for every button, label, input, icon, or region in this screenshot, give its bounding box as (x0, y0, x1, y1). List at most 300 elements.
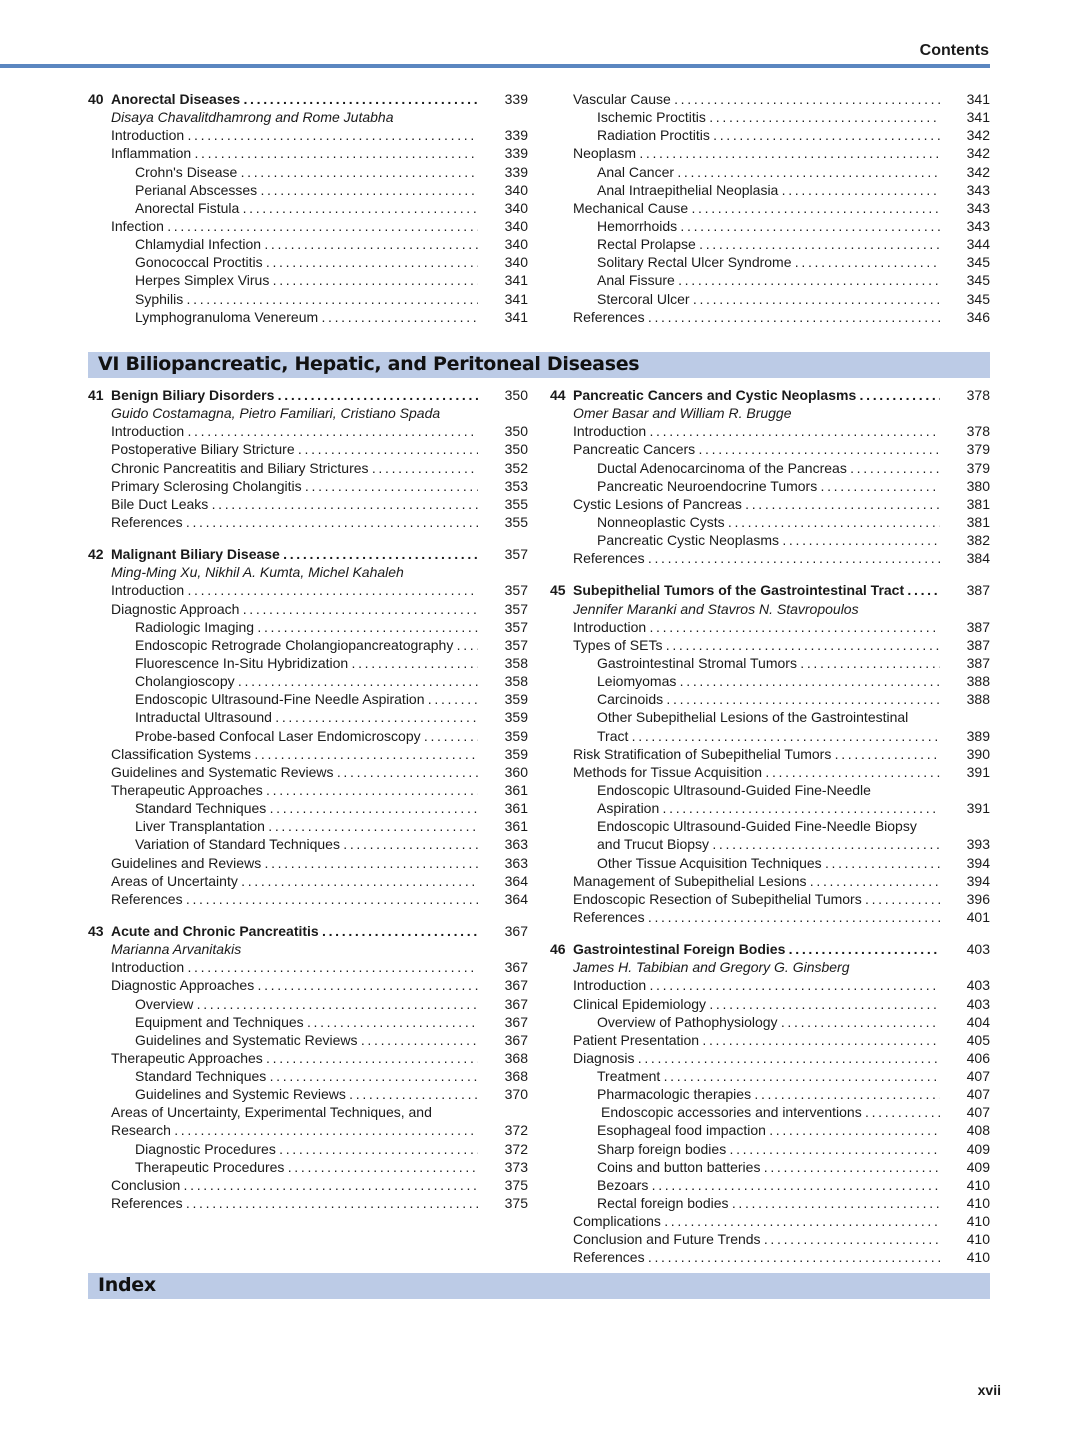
toc-entry (550, 1212, 990, 1230)
toc-entry (550, 90, 990, 108)
toc-entry (550, 308, 990, 326)
page-number-ref: 373 (504, 1158, 528, 1175)
toc-column-left-top (88, 90, 528, 326)
entry-title: Clinical Epidemiology . . . (573, 995, 940, 1013)
page-number-ref: 378 (966, 387, 990, 403)
author-names: Guido Costamagna, Pietro Familiari, Cristiano Spada (111, 405, 441, 422)
toc-author-line (88, 940, 528, 958)
author-names: Ming-Ming Xu, Nikhil A. Kumta, Michel Kahaleh (111, 564, 404, 581)
entry-title: and Trucut Biopsy . . . (597, 835, 940, 853)
page-number-ref: 389 (966, 727, 990, 744)
toc-entry (550, 1085, 990, 1103)
page-number-ref: 390 (966, 745, 990, 762)
entry-title: Management of Subepithelial Lesions . . . (573, 872, 940, 890)
spacer (550, 926, 990, 940)
toc-entry (550, 781, 990, 799)
entry-title: Introduction . . . (111, 422, 478, 440)
toc-entry (88, 1158, 528, 1176)
toc-entry (550, 745, 990, 763)
entry-title: Syphilis . . . (135, 290, 478, 308)
entry-title: Gastrointestinal Stromal Tumors . . . (597, 654, 940, 672)
toc-entry (88, 459, 528, 477)
entry-title: Endoscopic Ultrasound-Guided Fine-Needle Biopsy (597, 818, 917, 835)
page-number-ref: 379 (966, 459, 990, 476)
toc-entry (550, 459, 990, 477)
entry-title: Complications . . . (573, 1212, 940, 1230)
entry-title: Radiation Proctitis . . . (597, 126, 940, 144)
page-number-ref: 393 (966, 836, 990, 853)
entry-title: Probe-based Confocal Laser Endomicroscopy . . . (135, 727, 478, 745)
entry-title: Postoperative Biliary Stricture . . . (111, 440, 478, 458)
toc-entry (88, 690, 528, 708)
entry-title: Mechanical Cause . . . (573, 199, 940, 217)
toc-entry (550, 217, 990, 235)
toc-entry (88, 308, 528, 326)
entry-title: Diagnostic Approach . . . (111, 600, 478, 618)
page-number-ref: 368 (504, 1068, 528, 1085)
page-number-ref: 367 (504, 977, 528, 994)
page-number-ref: 381 (966, 513, 990, 530)
page-number: xvii (977, 1382, 1001, 1398)
entry-title: Radiologic Imaging . . . (135, 618, 478, 636)
toc-entry (88, 217, 528, 235)
page-number-ref: 375 (504, 1176, 528, 1193)
entry-title: Therapeutic Procedures . . . (135, 1158, 478, 1176)
toc-column-right-top (550, 90, 990, 326)
entry-title: Ductal Adenocarcinoma of the Pancreas . . . (597, 459, 940, 477)
page-number-ref: 361 (504, 800, 528, 817)
chapter-number: 44 (550, 387, 566, 403)
toc-entry (550, 1194, 990, 1212)
page-number-ref: 353 (504, 477, 528, 494)
entry-title: Inflammation . . . (111, 144, 478, 162)
entry-title: Standard Techniques . . . (135, 799, 478, 817)
toc-entry (550, 440, 990, 458)
page-number-ref: 339 (504, 91, 528, 107)
entry-title: Chlamydial Infection . . . (135, 235, 478, 253)
page-number-ref: 345 (966, 290, 990, 307)
page-number-ref: 355 (504, 513, 528, 530)
entry-title: Rectal foreign bodies . . . (597, 1194, 940, 1212)
page-number-ref: 367 (504, 922, 528, 939)
page-number-ref: 406 (966, 1049, 990, 1066)
entry-title: Nonneoplastic Cysts . . . (597, 513, 940, 531)
toc-entry (88, 199, 528, 217)
page-number-ref: 394 (966, 872, 990, 889)
entry-title: Gastrointestinal Foreign Bodies . . . (573, 940, 940, 958)
spacer (550, 567, 990, 581)
toc-entry (550, 1230, 990, 1248)
toc-entry (550, 618, 990, 636)
toc-entry (88, 835, 528, 853)
toc-entry (550, 549, 990, 567)
page-number-ref: 372 (504, 1122, 528, 1139)
toc-entry (550, 271, 990, 289)
toc-entry (550, 144, 990, 162)
entry-title: Stercoral Ulcer . . . (597, 290, 940, 308)
page-number-ref: 345 (966, 272, 990, 289)
page-number-ref: 387 (966, 636, 990, 653)
entry-title: Vascular Cause . . . (573, 90, 940, 108)
entry-title: Guidelines and Systemic Reviews . . . (135, 1085, 478, 1103)
entry-title: Guidelines and Reviews . . . (111, 854, 478, 872)
toc-entry (88, 290, 528, 308)
entry-title: Pancreatic Cancers . . . (573, 440, 940, 458)
toc-entry (88, 144, 528, 162)
page-number-ref: 403 (966, 995, 990, 1012)
page-number-ref: 339 (504, 163, 528, 180)
entry-title: Research . . . (111, 1121, 478, 1139)
section-bar-index (88, 1273, 990, 1299)
toc-chapter-entry (88, 90, 528, 108)
entry-title: References . . . (573, 308, 940, 326)
entry-title: Treatment . . . (597, 1067, 940, 1085)
toc-entry (550, 513, 990, 531)
toc-entry (88, 872, 528, 890)
page-number-ref: 410 (966, 1195, 990, 1212)
entry-title: Subepithelial Tumors of the Gastrointestinal Tract . . . (573, 581, 940, 599)
toc-entry (550, 763, 990, 781)
toc-entry (550, 199, 990, 217)
toc-entry (550, 872, 990, 890)
page-number-ref: 387 (966, 618, 990, 635)
entry-title: Variation of Standard Techniques . . . (135, 835, 478, 853)
entry-title: References . . . (111, 513, 478, 531)
entry-title: Overview . . . (135, 995, 478, 1013)
toc-column-left-bottom (88, 386, 528, 1212)
entry-title: Anorectal Fistula . . . (135, 199, 478, 217)
page-number-ref: 359 (504, 745, 528, 762)
toc-entry (88, 126, 528, 144)
page-number-ref: 363 (504, 854, 528, 871)
entry-title: Neoplasm . . . (573, 144, 940, 162)
entry-title: Introduction . . . (111, 958, 478, 976)
entry-title: Diagnosis . . . (573, 1049, 940, 1067)
page-number-ref: 341 (504, 272, 528, 289)
running-head: Contents (919, 42, 989, 59)
page-number-ref: 342 (966, 163, 990, 180)
page-number-ref: 404 (966, 1013, 990, 1030)
toc-entry (88, 513, 528, 531)
entry-title: Hemorrhoids . . . (597, 217, 940, 235)
page-number-ref: 340 (504, 181, 528, 198)
entry-title: Introduction . . . (573, 618, 940, 636)
entry-title: Crohn's Disease . . . (135, 163, 478, 181)
page-number-ref: 343 (966, 181, 990, 198)
entry-title: Equipment and Techniques . . . (135, 1013, 478, 1031)
page-number-ref: 358 (504, 654, 528, 671)
toc-entry (88, 636, 528, 654)
toc-chapter-entry (550, 581, 990, 599)
toc-entry (88, 1121, 528, 1139)
page-number-ref: 378 (966, 423, 990, 440)
toc-entry (550, 1049, 990, 1067)
toc-entry (88, 477, 528, 495)
section-title: Index (98, 1274, 156, 1296)
page-number-ref: 358 (504, 673, 528, 690)
page-number-ref: 409 (966, 1158, 990, 1175)
page-number-ref: 387 (966, 582, 990, 599)
toc-entry (88, 781, 528, 799)
page-number-ref: 409 (966, 1140, 990, 1157)
entry-title: Pharmacologic therapies . . . (597, 1085, 940, 1103)
entry-title: Lymphogranuloma Venereum . . . (135, 308, 478, 326)
entry-title: Leiomyomas . . . (597, 672, 940, 690)
toc-entry (550, 126, 990, 144)
page-number-ref: 359 (504, 691, 528, 708)
entry-title: Fluorescence In-Situ Hybridization . . . (135, 654, 478, 672)
entry-title: Malignant Biliary Disease . . . (111, 545, 478, 563)
entry-title: Aspiration . . . (597, 799, 940, 817)
toc-entry (88, 422, 528, 440)
toc-entry (550, 163, 990, 181)
toc-entry (550, 1121, 990, 1139)
page-number-ref: 364 (504, 872, 528, 889)
page-number-ref: 367 (504, 1013, 528, 1030)
header-rule (0, 64, 990, 68)
page-number-ref: 357 (504, 582, 528, 599)
entry-title: Patient Presentation . . . (573, 1031, 940, 1049)
toc-entry (88, 958, 528, 976)
toc-entry (88, 799, 528, 817)
toc-entry (550, 708, 990, 726)
entry-title: Liver Transplantation . . . (135, 817, 478, 835)
page-number-ref: 384 (966, 550, 990, 567)
page-number-ref: 388 (966, 673, 990, 690)
entry-title: Risk Stratification of Subepithelial Tumors . . . (573, 745, 940, 763)
page-number-ref: 410 (966, 1213, 990, 1230)
page-number-ref: 405 (966, 1031, 990, 1048)
toc-entry (88, 600, 528, 618)
toc-chapter-entry (550, 386, 990, 404)
toc-chapter-entry (88, 386, 528, 404)
toc-entry (550, 422, 990, 440)
toc-entry (88, 1194, 528, 1212)
toc-column-right-bottom (550, 386, 990, 1267)
toc-entry (550, 1013, 990, 1031)
entry-title: Pancreatic Cancers and Cystic Neoplasms . . . (573, 386, 940, 404)
toc-entry (88, 1013, 528, 1031)
toc-entry (88, 995, 528, 1013)
page-number-ref: 360 (504, 763, 528, 780)
page-number-ref: 403 (966, 941, 990, 958)
toc-entry (550, 235, 990, 253)
entry-title: Cystic Lesions of Pancreas . . . (573, 495, 940, 513)
toc-entry (550, 477, 990, 495)
toc-entry (88, 745, 528, 763)
page-number-ref: 343 (966, 217, 990, 234)
entry-title: Introduction . . . (573, 976, 940, 994)
page-number-ref: 343 (966, 199, 990, 216)
toc-entry (550, 1248, 990, 1266)
chapter-number: 45 (550, 582, 566, 599)
entry-title: Therapeutic Approaches . . . (111, 781, 478, 799)
author-names: Disaya Chavalitdhamrong and Rome Jutabha (111, 109, 394, 126)
page-number-ref: 350 (504, 423, 528, 440)
entry-title: Esophageal food impaction . . . (597, 1121, 940, 1139)
entry-title: Perianal Abscesses . . . (135, 181, 478, 199)
entry-title: Bile Duct Leaks . . . (111, 495, 478, 513)
page-number-ref: 370 (504, 1086, 528, 1103)
entry-title: Rectal Prolapse . . . (597, 235, 940, 253)
toc-entry (550, 1031, 990, 1049)
entry-title: Infection . . . (111, 217, 478, 235)
page-number-ref: 359 (504, 709, 528, 726)
spacer (88, 531, 528, 545)
entry-title: Areas of Uncertainty . . . (111, 872, 478, 890)
page-number-ref: 407 (966, 1086, 990, 1103)
entry-title: Other Tissue Acquisition Techniques . . . (597, 854, 940, 872)
page-number-ref: 352 (504, 459, 528, 476)
toc-entry (88, 763, 528, 781)
toc-author-line (88, 404, 528, 422)
entry-title: References . . . (573, 549, 940, 567)
toc-entry (550, 854, 990, 872)
page-number-ref: 341 (504, 308, 528, 325)
toc-entry (88, 253, 528, 271)
entry-title: Coins and button batteries . . . (597, 1158, 940, 1176)
entry-title: Guidelines and Systematic Reviews . . . (111, 763, 478, 781)
entry-title: Anal Fissure . . . (597, 271, 940, 289)
toc-entry (88, 976, 528, 994)
toc-entry (550, 995, 990, 1013)
toc-entry (88, 890, 528, 908)
toc-entry (550, 531, 990, 549)
toc-entry (550, 181, 990, 199)
toc-entry (550, 495, 990, 513)
page-number-ref: 341 (966, 91, 990, 107)
entry-title: Primary Sclerosing Cholangitis . . . (111, 477, 478, 495)
entry-title: References . . . (111, 1194, 478, 1212)
toc-entry (88, 654, 528, 672)
toc-entry (550, 976, 990, 994)
entry-title: Methods for Tissue Acquisition . . . (573, 763, 940, 781)
page-number-ref: 350 (504, 387, 528, 403)
toc-entry (550, 1158, 990, 1176)
entry-title: Benign Biliary Disorders . . . (111, 386, 478, 404)
entry-title: Diagnostic Approaches . . . (111, 976, 478, 994)
entry-title: Endoscopic accessories and interventions . . . (601, 1103, 940, 1121)
chapter-number: 46 (550, 941, 566, 958)
toc-entry (88, 495, 528, 513)
toc-entry (550, 890, 990, 908)
chapter-number: 42 (88, 546, 104, 563)
toc-entry (550, 1067, 990, 1085)
page-number-ref: 359 (504, 727, 528, 744)
author-names: James H. Tabibian and Gregory G. Ginsberg (573, 959, 850, 976)
toc-entry (550, 908, 990, 926)
toc-author-line (550, 958, 990, 976)
toc-entry (550, 672, 990, 690)
toc-entry (88, 1103, 528, 1121)
entry-title: Chronic Pancreatitis and Biliary Strictures . . . (111, 459, 478, 477)
page-number-ref: 344 (966, 236, 990, 253)
entry-title: Intraductal Ultrasound . . . (135, 708, 478, 726)
toc-entry (88, 708, 528, 726)
page-number-ref: 342 (966, 127, 990, 144)
author-names: Jennifer Maranki and Stavros N. Stavropoulos (573, 600, 859, 617)
toc-entry (550, 290, 990, 308)
toc-author-line (550, 404, 990, 422)
toc-chapter-entry (88, 545, 528, 563)
entry-title: Acute and Chronic Pancreatitis . . . (111, 922, 478, 940)
page-number-ref: 368 (504, 1049, 528, 1066)
page-number-ref: 340 (504, 236, 528, 253)
entry-title: References . . . (573, 908, 940, 926)
entry-title: Anorectal Diseases . . . (111, 90, 478, 108)
toc-entry (88, 163, 528, 181)
page-number-ref: 391 (966, 800, 990, 817)
toc-entry (550, 108, 990, 126)
entry-title: Gonococcal Proctitis . . . (135, 253, 478, 271)
page-number-ref: 387 (966, 654, 990, 671)
page-number-ref: 361 (504, 818, 528, 835)
toc-entry (88, 817, 528, 835)
page-number-ref: 403 (966, 977, 990, 994)
toc-entry (88, 672, 528, 690)
page-number-ref: 340 (504, 254, 528, 271)
page-number-ref: 391 (966, 763, 990, 780)
section-title: VI Biliopancreatic, Hepatic, and Peritoneal Diseases (98, 353, 640, 375)
entry-title: Classification Systems . . . (111, 745, 478, 763)
entry-title: Therapeutic Approaches . . . (111, 1049, 478, 1067)
page-number-ref: 345 (966, 254, 990, 271)
toc-entry (88, 1067, 528, 1085)
toc-entry (550, 799, 990, 817)
page-number-ref: 361 (504, 781, 528, 798)
entry-title: Endoscopic Ultrasound-Guided Fine-Needle (597, 781, 871, 798)
toc-chapter-entry (550, 940, 990, 958)
entry-title: Overview of Pathophysiology . . . (597, 1013, 940, 1031)
spacer (88, 908, 528, 922)
toc-author-line (88, 563, 528, 581)
entry-title: Anal Intraepithelial Neoplasia . . . (597, 181, 940, 199)
entry-title: Sharp foreign bodies . . . (597, 1140, 940, 1158)
entry-title: Bezoars . . . (597, 1176, 940, 1194)
toc-entry (550, 654, 990, 672)
page-number-ref: 357 (504, 618, 528, 635)
toc-entry (550, 690, 990, 708)
entry-title: Endoscopic Ultrasound-Fine Needle Aspiration . . . (135, 690, 478, 708)
page-number-ref: 357 (504, 600, 528, 617)
page-number-ref: 372 (504, 1140, 528, 1157)
page-number-ref: 364 (504, 890, 528, 907)
entry-title: Standard Techniques . . . (135, 1067, 478, 1085)
toc-entry (88, 1049, 528, 1067)
chapter-number: 40 (88, 91, 104, 107)
page-number-ref: 346 (966, 308, 990, 325)
page-number-ref: 382 (966, 532, 990, 549)
page-number-ref: 388 (966, 691, 990, 708)
toc-entry (550, 727, 990, 745)
toc-entry (550, 1176, 990, 1194)
page-number-ref: 339 (504, 145, 528, 162)
entry-title: Introduction . . . (111, 581, 478, 599)
entry-title: Introduction . . . (573, 422, 940, 440)
entry-title: Conclusion . . . (111, 1176, 478, 1194)
toc-chapter-entry (88, 922, 528, 940)
toc-entry (88, 1140, 528, 1158)
page-number-ref: 350 (504, 441, 528, 458)
page-number-ref: 357 (504, 546, 528, 563)
entry-title: Other Subepithelial Lesions of the Gastrointestinal (597, 709, 909, 726)
page-number-ref: 407 (966, 1068, 990, 1085)
page-number-ref: 339 (504, 127, 528, 144)
toc-entry (88, 1085, 528, 1103)
entry-title: Solitary Rectal Ulcer Syndrome . . . (597, 253, 940, 271)
page-number-ref: 394 (966, 854, 990, 871)
entry-title: Conclusion and Future Trends . . . (573, 1230, 940, 1248)
